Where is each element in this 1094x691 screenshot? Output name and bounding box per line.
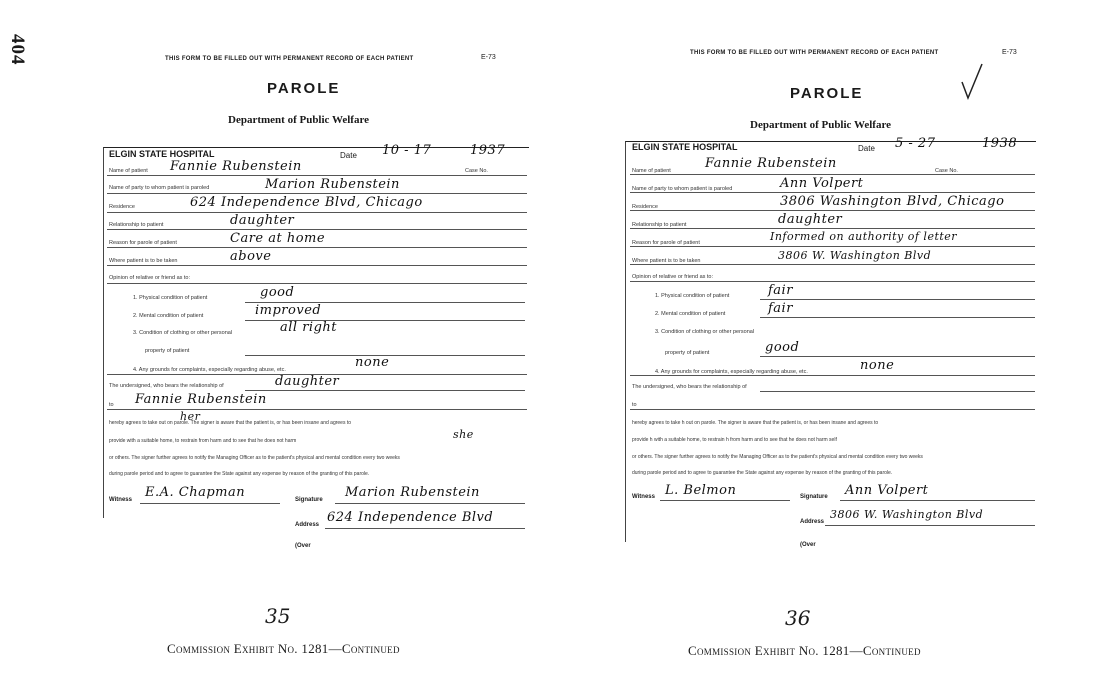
witness-label: Witness <box>109 497 132 503</box>
rule <box>630 375 1035 376</box>
department: Department of Public Welfare <box>750 119 892 131</box>
label-name: Name of patient <box>632 168 671 174</box>
value-mental: fair <box>768 301 793 316</box>
label-physical: 1. Physical condition of patient <box>133 295 208 301</box>
fine-line-1: hereby agrees to take h out on parole. The signer is aware that the patient is, or has been insane and agrees to <box>632 420 879 426</box>
label-physical: 1. Physical condition of patient <box>655 293 730 299</box>
label-relationship: Relationship to patient <box>632 222 687 228</box>
witness-value: E.A. Chapman <box>145 485 246 500</box>
value-undersigned: daughter <box>275 374 340 389</box>
label-name: Name of patient <box>109 168 148 174</box>
form-number: E-73 <box>481 54 496 61</box>
form-number: E-73 <box>1002 49 1017 56</box>
rule <box>107 409 527 410</box>
address-label: Address <box>800 519 825 525</box>
value-mental: improved <box>255 303 322 318</box>
label-opinion: Opinion of relative or friend as to: <box>109 275 191 281</box>
fine-line-3: or others. The signer further agrees to notify the Managing Officer as to the patient's physical and mental condition every two weeks <box>109 455 400 461</box>
label-relationship: Relationship to patient <box>109 222 164 228</box>
year-value: 1938 <box>982 136 1018 151</box>
hospital-name: ELGIN STATE HOSPITAL <box>109 149 215 159</box>
label-opinion: Opinion of relative or friend as to: <box>632 274 714 280</box>
value-reason: Care at home <box>230 231 326 246</box>
over-label: (Over <box>295 543 311 549</box>
signature-label: Signature <box>800 494 828 500</box>
parole-form-left <box>95 0 535 691</box>
value-where: above <box>230 249 272 264</box>
form-title: PAROLE <box>790 85 864 102</box>
rule <box>630 409 1035 410</box>
value-party: Ann Volpert <box>780 176 864 191</box>
fine-line-4: during parole period and to agree to guarantee the State against any expense by reason of the granting of this parole. <box>632 470 893 476</box>
rule <box>630 228 1035 229</box>
label-to: to <box>109 402 114 408</box>
label-residence: Residence <box>632 204 658 210</box>
value-name: Fannie Rubenstein <box>170 159 302 174</box>
check-mark-icon <box>958 60 986 104</box>
signature-value: Marion Rubenstein <box>345 485 480 500</box>
rule <box>140 503 280 504</box>
value-to: Fannie Rubenstein <box>135 392 267 407</box>
value-residence: 624 Independence Blvd, Chicago <box>190 195 423 210</box>
fine-line-1: hereby agrees to take out on parole. The signer is aware that the patient is, or has been insane and agrees to <box>109 420 352 426</box>
exhibit-caption: Commission Exhibit No. 1281—Continued <box>688 643 921 658</box>
value-name: Fannie Rubenstein <box>705 156 837 171</box>
value-relationship: daughter <box>230 213 295 228</box>
value-reason: Informed on authority of letter <box>770 230 958 243</box>
label-grounds: 4. Any grounds for complaints, especially regarding abuse, etc. <box>655 369 808 375</box>
label-case-no: Case No. <box>465 168 488 174</box>
value-where: 3806 W. Washington Blvd <box>778 249 932 262</box>
rule <box>630 192 1035 193</box>
address-label: Address <box>295 522 320 528</box>
witness-value: L. Belmon <box>665 483 737 498</box>
rule <box>825 525 1035 526</box>
stamp-number: 35 <box>265 604 291 628</box>
address-value: 3806 W. Washington Blvd <box>830 508 984 521</box>
exhibit-caption: Commission Exhibit No. 1281—Continued <box>167 641 400 656</box>
label-to: to <box>632 402 637 408</box>
label-mental: 2. Mental condition of patient <box>133 313 204 319</box>
department: Department of Public Welfare <box>228 114 370 126</box>
rule <box>245 390 525 391</box>
rule <box>630 246 1035 247</box>
rule <box>760 299 1035 300</box>
label-undersigned: The undersigned, who bears the relationship of <box>632 384 747 390</box>
signature-label: Signature <box>295 497 323 503</box>
label-grounds: 4. Any grounds for complaints, especially regarding abuse, etc. <box>133 367 286 373</box>
rule <box>760 317 1035 318</box>
label-mental: 2. Mental condition of patient <box>655 311 726 317</box>
rule <box>107 229 527 230</box>
rule <box>840 500 1035 501</box>
date-label: Date <box>340 151 357 160</box>
date-value: 5 - 27 <box>895 136 936 151</box>
label-clothing: 3. Condition of clothing or other personal <box>655 329 755 335</box>
rule <box>107 265 527 266</box>
fine-line-2: provide h with a suitable home, to restrain h from harm and to see that he does not harm self <box>632 437 837 443</box>
rule <box>630 281 1035 282</box>
rule <box>660 500 790 501</box>
label-undersigned: The undersigned, who bears the relationship of <box>109 383 224 389</box>
rule <box>630 174 1035 175</box>
fine-line-3: or others. The signer further agrees to notify the Managing Officer as to the patient's physical and mental condition every two weeks <box>632 454 923 460</box>
rule <box>335 503 525 504</box>
label-reason: Reason for parole of patient <box>109 240 177 246</box>
over-label: (Over <box>800 542 816 548</box>
label-residence: Residence <box>109 204 135 210</box>
rule <box>760 391 1035 392</box>
label-clothing: 3. Condition of clothing or other personal <box>133 330 233 336</box>
label-where: Where patient is to be taken <box>109 258 178 264</box>
label-property: property of patient <box>665 350 710 356</box>
handwritten-her: her <box>180 410 201 423</box>
value-clothing: all right <box>280 320 337 335</box>
signature-value: Ann Volpert <box>845 483 929 498</box>
label-case-no: Case No. <box>935 168 958 174</box>
label-party: Name of party to whom patient is paroled <box>109 185 210 191</box>
form-title: PAROLE <box>267 80 341 97</box>
year-value: 1937 <box>470 143 506 158</box>
value-grounds: none <box>860 358 895 373</box>
stamp-number: 36 <box>785 606 811 630</box>
fine-line-4: during parole period and to agree to guarantee the State against any expense by reason of the granting of this parole. <box>109 471 370 477</box>
rule <box>760 356 1035 357</box>
date-value: 10 - 17 <box>382 143 432 158</box>
value-residence: 3806 Washington Blvd, Chicago <box>780 194 1005 209</box>
rule <box>107 193 527 194</box>
value-physical: good <box>260 285 295 300</box>
label-property: property of patient <box>145 348 190 354</box>
value-party: Marion Rubenstein <box>265 177 400 192</box>
rule <box>107 283 527 284</box>
rule <box>630 264 1035 265</box>
rule <box>107 247 527 248</box>
rule <box>107 212 527 213</box>
fine-line-2: provide with a suitable home, to restrain from harm and to see that he does not harm <box>109 438 297 444</box>
parole-form-right <box>620 0 1040 691</box>
value-relationship: daughter <box>778 212 843 227</box>
top-note: THIS FORM TO BE FILLED OUT WITH PERMANENT RECORD OF EACH PATIENT <box>690 50 939 56</box>
value-grounds: none <box>355 355 390 370</box>
address-value: 624 Independence Blvd <box>327 510 494 525</box>
handwritten-she: she <box>453 428 474 441</box>
date-label: Date <box>858 144 875 153</box>
rule <box>107 175 527 176</box>
label-party: Name of party to whom patient is paroled <box>632 186 733 192</box>
label-where: Where patient is to be taken <box>632 258 701 264</box>
top-note: THIS FORM TO BE FILLED OUT WITH PERMANENT RECORD OF EACH PATIENT <box>165 56 414 62</box>
rule <box>325 528 525 529</box>
label-reason: Reason for parole of patient <box>632 240 700 246</box>
witness-label: Witness <box>632 494 655 500</box>
value-property: good <box>765 340 800 355</box>
rule <box>630 210 1035 211</box>
value-physical: fair <box>768 283 793 298</box>
page-number: 404 <box>7 34 28 66</box>
hospital-name: ELGIN STATE HOSPITAL <box>632 142 738 152</box>
